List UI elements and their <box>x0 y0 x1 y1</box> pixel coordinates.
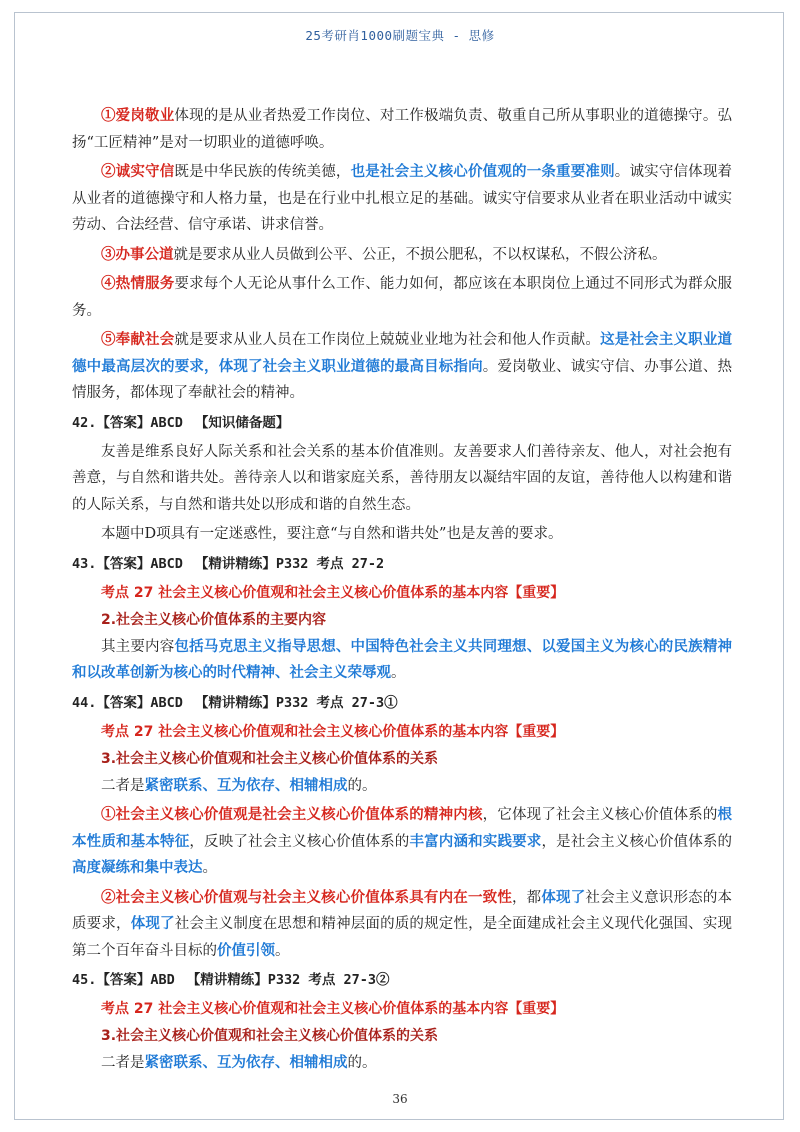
answer-heading <box>72 410 732 436</box>
text-run: 。 <box>202 860 217 876</box>
text-run: 其主要内容 <box>101 638 175 655</box>
highlighted-text: 也是社会主义核心价值观的一条重要准则 <box>350 163 615 180</box>
paragraph <box>72 802 732 882</box>
key-point-subtitle <box>72 746 732 773</box>
text-run: 考点 27 社会主义核心价值观和社会主义核心价值体系的基本内容【重要】 <box>101 723 565 740</box>
text-run: 本题中D项具有一定迷惑性，要注意“与自然和谐共处”也是友善的要求。 <box>101 526 563 542</box>
paragraph <box>72 271 732 324</box>
paragraph <box>72 439 732 519</box>
paragraph <box>72 242 732 269</box>
paragraph <box>72 327 732 407</box>
key-point-subtitle <box>72 1023 732 1050</box>
text-run: ，都 <box>512 889 542 906</box>
highlighted-text: ④热情服务 <box>101 275 175 292</box>
text-run: 考点 27 社会主义核心价值观和社会主义核心价值体系的基本内容【重要】 <box>101 584 565 601</box>
text-run: 【精讲精练】P332 考点 27-2 <box>194 555 385 572</box>
text-run: 42.【答案】ABCD <box>72 414 183 431</box>
text-run: 2.社会主义核心价值体系的主要内容 <box>101 611 327 628</box>
text-run: 既是中华民族的传统美德， <box>174 164 351 180</box>
paragraph <box>72 885 732 965</box>
text-run: 的。 <box>347 777 377 794</box>
text-run: 【知识储备题】 <box>194 414 290 431</box>
text-run: 社会主义制度在思想和精神层面的质的规定性，是全面建成社会主义现代化强国、实现第二个百年奋斗目标的 <box>72 916 733 959</box>
key-point-title <box>72 719 732 746</box>
text-run: 【精讲精练】P332 考点 27-3② <box>186 972 390 988</box>
highlighted-text: 价值引领 <box>217 941 275 959</box>
page-content <box>72 103 732 1080</box>
text-run: 体现的是从业者热爱工作岗位、对工作极端负责、敬重自己所从事职业的道德操守。弘扬“工匠精神”是对一切职业的道德呼唤。 <box>72 108 733 151</box>
highlighted-text: 体现了 <box>541 888 586 906</box>
text-run: 45.【答案】ABD <box>72 972 175 988</box>
text-run: 友善是维系良好人际关系和社会关系的基本价值准则。友善要求人们善待亲友、他人，对社会抱有善意，与自然和谐共处。善待亲人以和谐家庭关系，善待朋友以凝结牢固的友谊，善待他人以构建和谐的人际关系，与自然和谐共处以形成和谐的自然生态。 <box>72 443 732 513</box>
key-point-subtitle <box>72 607 732 634</box>
text-run: 二者是 <box>101 777 145 794</box>
text-run: 43.【答案】ABCD <box>72 555 183 572</box>
text-run: ，它体现了社会主义核心价值体系的 <box>482 807 718 823</box>
highlighted-text: ①社会主义核心价值观是社会主义核心价值体系的精神内核 <box>101 806 483 823</box>
highlighted-text: 紧密联系、互为依存、相辅相成 <box>144 1054 348 1071</box>
key-point-title <box>72 580 732 607</box>
text-run: 。 <box>391 665 406 681</box>
text-run: 44.【答案】ABCD <box>72 694 183 711</box>
highlighted-text: ②诚实守信 <box>101 163 175 180</box>
paragraph <box>72 634 732 687</box>
text-run: 3.社会主义核心价值观和社会主义核心价值体系的关系 <box>101 750 439 767</box>
answer-heading <box>72 967 732 993</box>
highlighted-text: 紧密联系、互为依存、相辅相成 <box>144 776 348 794</box>
highlighted-text: ②社会主义核心价值观与社会主义核心价值体系具有内在一致性 <box>101 888 512 906</box>
text-run: 3.社会主义核心价值观和社会主义核心价值体系的关系 <box>101 1028 439 1044</box>
text-run: ，反映了社会主义核心价值体系的 <box>189 833 410 850</box>
paragraph <box>72 773 732 800</box>
highlighted-text: ③办事公道 <box>101 245 174 263</box>
highlighted-text: ①爱岗敬业 <box>101 107 175 124</box>
text-run: 就是要求从业人员做到公平、公正，不损公肥私，不以权谋私，不假公济私。 <box>173 246 667 263</box>
paragraph <box>72 1050 732 1077</box>
text-run: 社会主义意识形态的本质要求， <box>72 889 733 932</box>
highlighted-text: ⑤奉献社会 <box>101 331 175 348</box>
text-run: 【精讲精练】P332 考点 27-3① <box>194 694 398 711</box>
highlighted-text: 高度凝练和集中表达 <box>72 859 203 876</box>
highlighted-text: 体现了 <box>130 915 175 932</box>
text-run: 。诚实守信体现着从业者的道德操守和人格力量，也是在行业中扎根立足的基础。诚实守信要求从业者在职业活动中诚实劳动、合法经营、信守承诺、讲求信誉。 <box>72 164 733 233</box>
highlighted-text: 包括马克思主义指导思想、中国特色社会主义共同理想、以爱国主义为核心的民族精神和以改革创新为核心的时代精神、社会主义荣辱观 <box>72 637 733 681</box>
text-run: 考点 27 社会主义核心价值观和社会主义核心价值体系的基本内容【重要】 <box>101 1001 565 1017</box>
highlighted-text: 这是社会主义职业道德中最高层次的要求，体现了社会主义职业道德的最高目标指向 <box>72 331 733 375</box>
text-run: 就是要求从业人员在工作岗位上兢兢业业地为社会和他人作贡献。 <box>174 332 601 348</box>
highlighted-text: 丰富内涵和实践要求 <box>409 832 542 850</box>
text-run: ，是社会主义核心价值体系的 <box>541 833 733 850</box>
paragraph <box>72 103 732 156</box>
highlighted-text: 根本性质和基本特征 <box>72 806 732 850</box>
paragraph <box>72 521 732 548</box>
text-run: 二者是 <box>101 1055 145 1071</box>
running-header: 25考研肖1000刷题宝典 - 思修 <box>305 28 495 43</box>
key-point-title <box>72 996 732 1023</box>
text-run: 。 <box>275 942 290 959</box>
answer-heading <box>72 690 732 716</box>
text-run: 。爱岗敬业、诚实守信、办事公道、热情服务，都体现了奉献社会的精神。 <box>72 358 733 401</box>
paragraph <box>72 159 732 239</box>
text-run: 的。 <box>347 1055 377 1071</box>
text-run: 要求每个人无论从事什么工作、能力如何，都应该在本职岗位上通过不同形式为群众服务。 <box>72 276 733 319</box>
page-number: 36 <box>392 1092 408 1106</box>
answer-heading <box>72 551 732 577</box>
